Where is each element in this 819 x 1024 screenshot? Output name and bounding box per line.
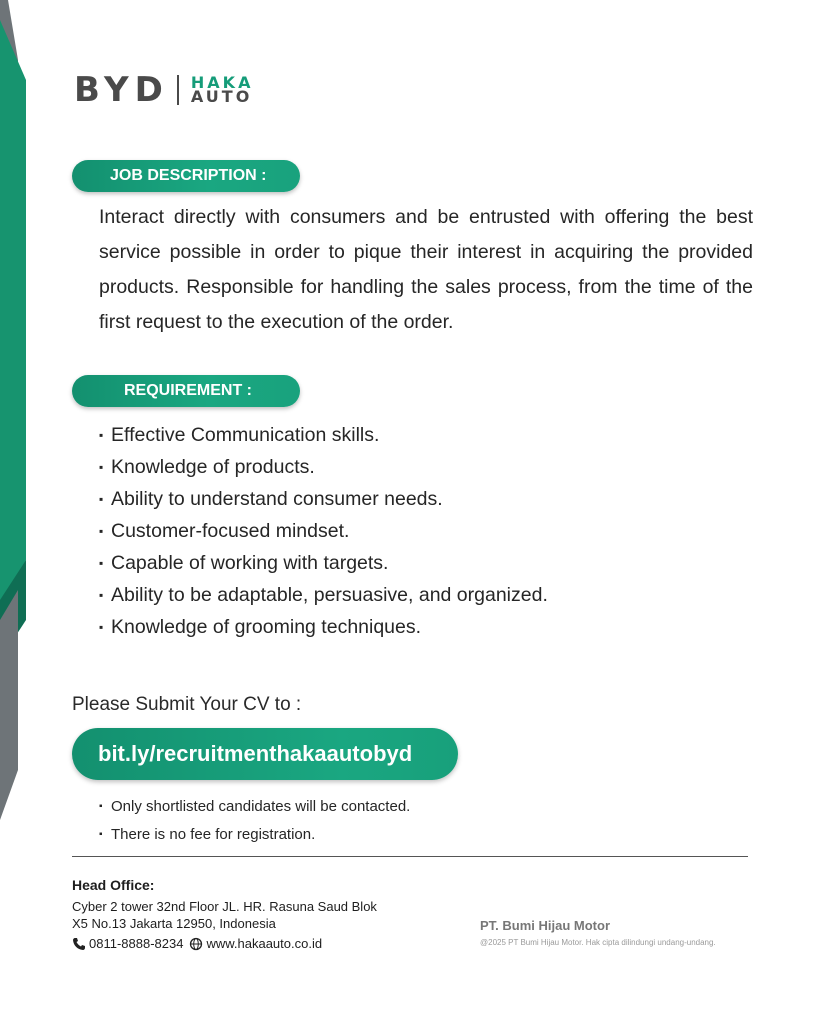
bullet-icon: ▪ bbox=[99, 524, 104, 538]
bullet-icon: ▪ bbox=[99, 801, 103, 812]
address-line-2: X5 No.13 Jakarta 12950, Indonesia bbox=[72, 916, 276, 931]
bullet-icon: ▪ bbox=[99, 460, 104, 474]
bullet-icon: ▪ bbox=[99, 620, 104, 634]
requirement-text: Knowledge of products. bbox=[111, 456, 315, 478]
copyright-text: @2025 PT Bumi Hijau Motor. Hak cipta dilindungi undang-undang. bbox=[480, 938, 716, 947]
bullet-icon: ▪ bbox=[99, 829, 103, 840]
requirement-header: REQUIREMENT : bbox=[72, 375, 300, 407]
requirement-item bbox=[99, 515, 548, 547]
requirement-text: Knowledge of grooming techniques. bbox=[111, 616, 422, 638]
head-office-title: Head Office: bbox=[72, 877, 155, 893]
requirement-text: Capable of working with targets. bbox=[111, 552, 389, 574]
phone-icon bbox=[72, 937, 86, 951]
haka-logo-line2: AUTO bbox=[190, 87, 253, 106]
requirement-item bbox=[99, 579, 548, 611]
byd-logo: BYD bbox=[74, 70, 169, 110]
website-link[interactable]: www.hakaauto.co.id bbox=[206, 936, 323, 951]
note-item bbox=[99, 821, 410, 849]
footer-divider bbox=[72, 856, 748, 857]
job-description-header: JOB DESCRIPTION : bbox=[72, 160, 300, 192]
bullet-icon: ▪ bbox=[99, 428, 104, 442]
requirement-item bbox=[99, 483, 548, 515]
bullet-icon: ▪ bbox=[99, 556, 104, 570]
logo-separator bbox=[177, 75, 179, 105]
requirement-text: Effective Communication skills. bbox=[111, 424, 380, 446]
note-text: There is no fee for registration. bbox=[111, 826, 316, 843]
notes-list bbox=[99, 793, 410, 849]
note-text: Only shortlisted candidates will be contacted. bbox=[111, 798, 411, 815]
company-name: PT. Bumi Hijau Motor bbox=[480, 918, 610, 933]
side-decoration bbox=[0, 0, 30, 1024]
contact-line bbox=[72, 936, 322, 951]
bullet-icon: ▪ bbox=[99, 492, 104, 506]
head-office-address bbox=[72, 898, 412, 932]
requirement-text: Ability to understand consumer needs. bbox=[111, 488, 443, 510]
requirement-item bbox=[99, 547, 548, 579]
phone-number[interactable]: 0811-8888-8234 bbox=[89, 936, 184, 951]
recruitment-link[interactable]: bit.ly/recruitmenthakaautobyd bbox=[72, 728, 458, 780]
job-description-text: Interact directly with consumers and be entrusted with offering the best service possible in order to pique their interest in acquiring the provided products. Responsible for handling the sales process, from the time of the first request to the execution of the order. bbox=[99, 206, 753, 333]
haka-auto-logo bbox=[190, 73, 254, 106]
requirement-text: Ability to be adaptable, persuasive, and organized. bbox=[111, 584, 548, 606]
requirement-item bbox=[99, 451, 548, 483]
haka-logo-line1: HAKA bbox=[190, 73, 254, 92]
requirement-text: Customer-focused mindset. bbox=[111, 520, 350, 542]
submit-cv-label: Please Submit Your CV to : bbox=[72, 694, 302, 715]
globe-icon bbox=[189, 937, 203, 951]
requirement-item bbox=[99, 611, 548, 643]
note-item bbox=[99, 793, 410, 821]
brand-logo bbox=[74, 72, 253, 108]
requirement-list bbox=[99, 419, 548, 643]
requirement-item bbox=[99, 419, 548, 451]
bullet-icon: ▪ bbox=[99, 588, 104, 602]
address-line-1: Cyber 2 tower 32nd Floor JL. HR. Rasuna Saud Blok bbox=[72, 899, 377, 914]
